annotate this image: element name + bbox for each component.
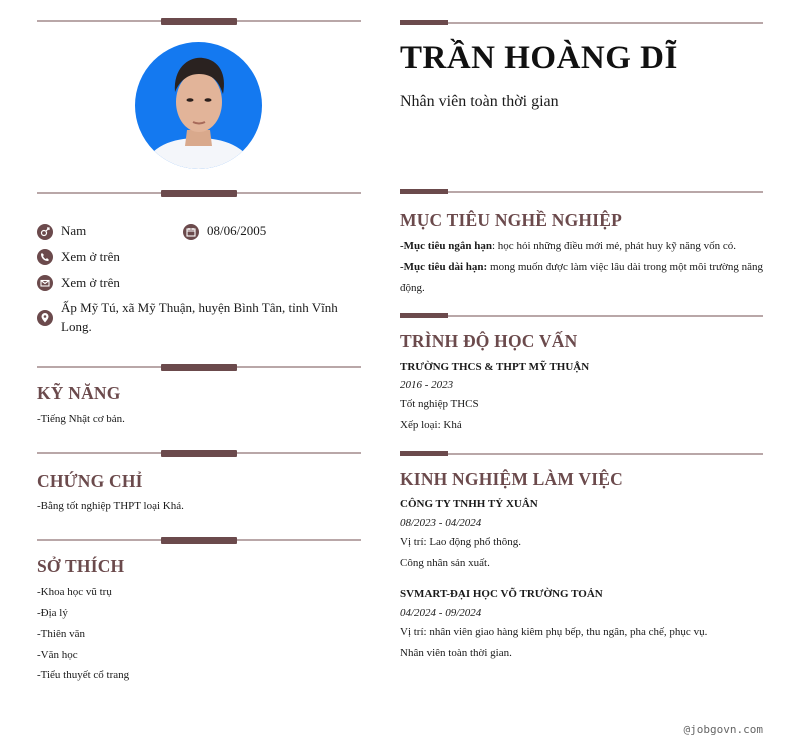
job-description: Nhân viên toàn thời gian. (400, 647, 512, 659)
education-period: 2016 - 2023 (400, 379, 454, 391)
education-rank: Xếp loại: Khá (400, 419, 462, 431)
avatar (135, 42, 262, 169)
job-period: 04/2024 - 09/2024 (400, 607, 482, 619)
education-title: TRÌNH ĐỘ HỌC VẤN (400, 331, 578, 351)
divider (37, 364, 361, 371)
certificate-item: -Bằng tốt nghiệp THPT loại Khá. (37, 500, 184, 512)
watermark: @jobgovn.com (683, 723, 763, 736)
job-description: Công nhân sản xuất. (400, 557, 490, 569)
divider (400, 451, 763, 456)
phone-icon (37, 249, 53, 265)
hobby-item: -Thiên văn (37, 628, 85, 640)
hobby-item: -Địa lý (37, 607, 68, 619)
hobby-item: -Khoa học vũ trụ (37, 586, 112, 598)
email-icon (37, 275, 53, 291)
long-term-goal: -Mục tiêu dài hạn: mong muốn được làm việc lâu dài trong một môi trường năng động. (400, 261, 763, 294)
experience-title: KINH NGHIỆM LÀM VIỆC (400, 469, 623, 489)
birthdate-value: 08/06/2005 (207, 223, 267, 238)
job-position: Vị trí: Lao động phổ thông. (400, 536, 521, 548)
hobby-item: -Tiểu thuyết cổ trang (37, 669, 130, 681)
job-position: Vị trí: nhân viên giao hàng kiêm phụ bếp, thu ngân, pha chế, phục vụ. (400, 626, 708, 638)
divider (37, 450, 361, 457)
candidate-name: TRẦN HOÀNG DĨ (400, 40, 678, 76)
skill-item: -Tiếng Nhật cơ bản. (37, 413, 125, 425)
location-icon (37, 310, 53, 326)
divider (400, 20, 763, 25)
company-name: CÔNG TY TNHH TỶ XUÂN (400, 498, 538, 510)
skills-title: KỸ NĂNG (37, 383, 121, 403)
candidate-role: Nhân viên toàn thời gian (400, 93, 559, 110)
hobby-item: -Văn học (37, 649, 78, 661)
certificates-title: CHỨNG CHỈ (37, 471, 143, 491)
email-value: Xem ở trên (61, 275, 120, 290)
gender-value: Nam (61, 223, 87, 238)
divider (37, 190, 361, 197)
divider (37, 18, 361, 25)
address-value: Ấp Mỹ Tú, xã Mỹ Thuận, huyện Bình Tân, tỉnh Vĩnh Long. (61, 300, 338, 334)
school-name: TRƯỜNG THCS & THPT MỸ THUẬN (400, 361, 590, 373)
company-name: SVMART-ĐẠI HỌC VÕ TRƯỜNG TOẢN (400, 588, 603, 600)
short-term-goal: -Mục tiêu ngắn hạn: học hỏi những điều mới mẻ, phát huy kỹ năng vốn có. (400, 240, 736, 252)
calendar-icon (183, 224, 199, 240)
objective-title: MỤC TIÊU NGHỀ NGHIỆP (400, 210, 622, 230)
divider (400, 189, 763, 194)
gender-icon (37, 224, 53, 240)
hobbies-title: SỞ THÍCH (37, 556, 125, 576)
job-period: 08/2023 - 04/2024 (400, 517, 482, 529)
objective-text (400, 236, 763, 299)
education-degree: Tốt nghiệp THCS (400, 398, 479, 410)
divider (37, 537, 361, 544)
divider (400, 313, 763, 318)
phone-value: Xem ở trên (61, 249, 120, 264)
